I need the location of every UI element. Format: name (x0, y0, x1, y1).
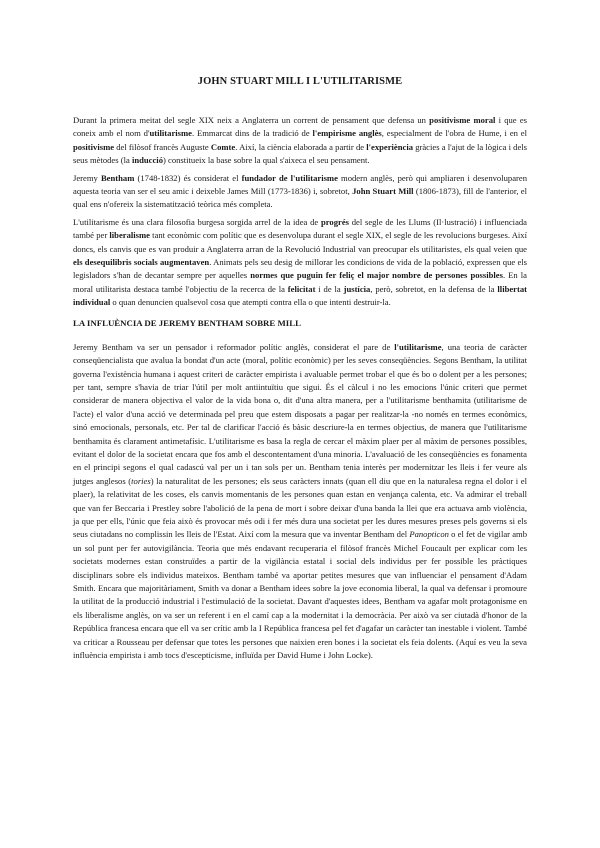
bold-term: l'empirisme anglès (312, 128, 382, 139)
paragraph-utilitarianism (73, 216, 527, 310)
bold-term: fundador de l'utilitarisme (241, 172, 338, 183)
text-run: del segle de les Llums (Il·lustració) i influenciada també per (73, 216, 528, 241)
text-run: (1806-1873), fill de l'anterior, el qual ens n'ofereix la sistematització teòrica més completa. (73, 186, 528, 210)
italic-term: Panopticon (409, 529, 449, 540)
bold-term: l'experiència (366, 141, 414, 152)
text-run: . Emmarcat dins de la tradició de (191, 128, 313, 139)
text-run: Durant la primera meitat del segle XIX neix a Anglaterra un corrent de pensament que defensa un (73, 115, 430, 125)
bold-term: justícia (343, 283, 371, 294)
bold-term: utilitarisme (149, 128, 192, 139)
text-run: (1748-1832) és considerat el (134, 172, 242, 183)
paragraph-influence (73, 341, 527, 663)
text-run: Jeremy (73, 172, 101, 183)
text-run: ) la naturalitat de les persones; els seus caràcters innats (quan ell diu que en la naturalesa regna el dolor i el plaer), la relativitat de les coses, els canvis momentanis de les persones quan estan en venjança calenta, etc. Va admirar el treball que van fer Beccaria i Prestley sobre l'abolició de la pena de mort i sobre deixar d'una banda la llei que era actuava amb violència, ja que per ells, l'únic que feia això és provocar més odi i fer més dura una societat per les dures mesures preses pels governs si els seus ciutadans no complissin les lleis de l'Estat. Així com la mesura que va inventar Bentham del (73, 475, 527, 540)
text-run: . Així, la ciència elaborada a partir de (235, 141, 367, 152)
text-run: modern anglès, però qui ampliaren i desenvoluparen aquesta teoria van ser el seu amic i deixeble James Mill (1773-1836) i, sobretot, (73, 172, 527, 197)
text-run: o quan denuncien qualsevol cosa que atempti contra ella o que intenti destruir-la. (110, 297, 391, 308)
bold-term: John Stuart Mill (352, 186, 414, 197)
text-run: tant econòmic com polític que es desenvolupa durant el segle XIX, el segle de les revolucions burgeses. Així doncs, els canvis que es van produir a Anglaterra arran de la Revolució Industrial van preocupar els utilitaristes, els qual veien que (73, 230, 527, 254)
italic-term: tories (131, 475, 151, 486)
text-run: . En la moral utilitarista destaca també l'objectiu de la recerca de la (73, 270, 527, 294)
section-heading: LA INFLUÈNCIA DE JEREMY BENTHAM SOBRE MILL (73, 317, 301, 328)
text-run: gràcies a l'ajut de la lògica i dels seus mètodes (la (73, 141, 527, 166)
bold-term: progrés (320, 216, 349, 227)
text-run: o el fet de vigilar amb un sol punt per fer autovigilància. Teoria que més endavant recuperaria el filòsof francès Michel Foucault per explicar com les societats modernes estan construïdes a partir de la vigilància estatal i social dels individus per fer possible les pràctiques disciplinars sobre els individus mateixos. Bentham també va aportar petites mesures que van influenciar el pensament d'Adam Smith. Encara que majoritàriament, Smith va donar a Bentham idees sobre la jove economia liberal, la qual va defensar i promoure la utilitat de la producció industrial i l'estimulació de la societat. Davant d'aquestes idees, Bentham va agafar molt protagonisme en els liberalisme anglès, on va ser un referent i en el camí cap a la modernitat i la democràcia. Per això va ser ciutadà d'honor de la República francesa encara que ell va ser crític amb la I República francesa pel fet d'agafar un caràcter tan inestable i violent. També va criticar a Rousseau per defensar que totes les persones que naixien eren bones i la societat els feia dolents. (Aquí es veu la seva influència empirista i amb tocs d'escepticisme, influïda per David Hume i John Locke). (73, 529, 527, 661)
bold-term: positivisme (73, 141, 115, 152)
bold-term: Bentham (100, 172, 135, 183)
bold-term: els desequilibris socials augmentaven (73, 257, 210, 268)
text-run: . Animats pels seu desig de millorar les condicions de vida de la població, expressen que els legisladors s'han de decantar sempre per aquelles (73, 257, 527, 281)
text-run: L'utilitarisme és una clara filosofia burgesa sorgida arrel de la idea de (73, 216, 321, 227)
bold-term: Comte (210, 141, 236, 152)
bold-term: normes que puguin fer feliç el major nombre de persones possibles (250, 270, 503, 281)
bold-term: llibertat individual (73, 283, 528, 308)
bold-term: liberalisme (109, 230, 150, 241)
bold-term: felicitat (287, 283, 316, 294)
bold-term: l'utilitarisme (394, 341, 442, 352)
page-title: JOHN STUART MILL I L'UTILITARISME (197, 76, 403, 87)
text-run: , però, sobretot, en la defensa de la (370, 283, 498, 294)
paragraph-bentham (73, 172, 527, 212)
text-run: , especialment de l'obra de Hume, i en el (381, 128, 527, 139)
text-run: ) constitueix la base sobre la qual s'aixeca el seu pensament. (163, 155, 370, 166)
bold-term: inducció (131, 155, 163, 166)
text-run: Jeremy Bentham va ser un pensador i reformador polític anglès, considerat el pare de (73, 341, 395, 352)
bold-term: positivisme moral (429, 115, 496, 125)
text-run: i de la (315, 283, 344, 294)
paragraph-intro (73, 114, 527, 168)
text-run: i que es coneix amb el nom d' (73, 115, 527, 139)
text-run: , una teoria de caràcter conseqüencialista que avalua la bondat d'un acte (moral, polític econòmic) per les seves conseqüències. Segons Bentham, la utilitat governa l'existència humana i aquest criteri de caràcter empirista i avaluable permet trobar el que és bo o dolent per a les persones; per tant, sempre s'havia de triar l'útil per molt antiintuïtiu que sigui. És el càlcul i no les emocions l'únic criteri que permet considerar de manera objectiva el valor de la vida bona o, dit d'una altra manera, per a l'utilitarisme benthamita (utilitarisme de l'acte) el valor d'una acció ve determinada pel preu que estem disposats a pagar per realitzar-la -no només en termes econòmics, sinó emocionals, personals, etc. Per tal de clarificar l'acció és bàsic descriure-la en termes objectius, de manera que l'utilitarisme benthamita és clarament antimetafísic. L'utilitarisme es basa la regla de cercar el màxim plaer per al màxim de persones possibles, evitant el dolor de la societat encara que fos amb el descontentament d'una minoria. L'avaluació de les conseqüències es fonamenta en el principi segons el qual cadascú val per un i tan sols per un. Bentham tenia interès per modernitzar les lleis i fer veure als jutges anglesos ( (73, 341, 527, 486)
text-run: del filòsof francès Auguste (114, 141, 211, 152)
